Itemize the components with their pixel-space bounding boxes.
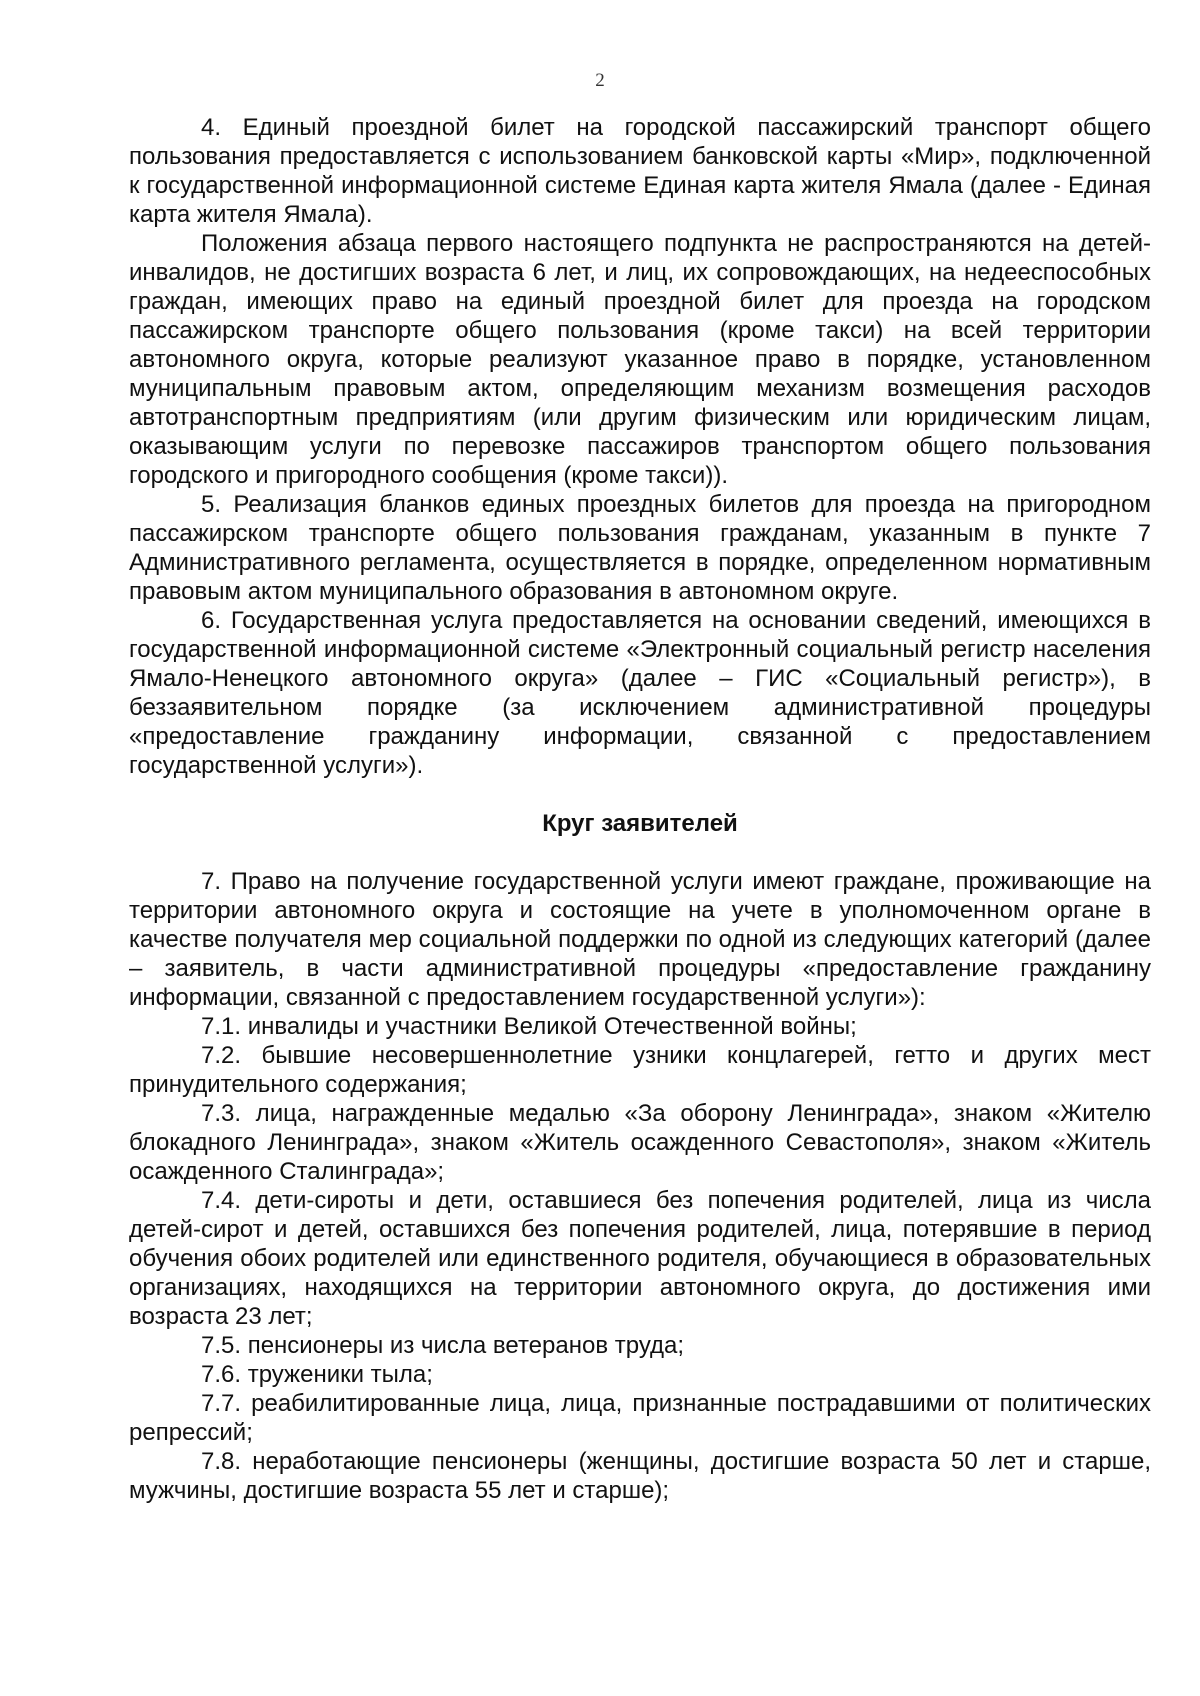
list-item-7-1: 7.1. инвалиды и участники Великой Отечественной войны;	[201, 1013, 857, 1040]
paragraph-4: 4. Единый проездной билет на городской пассажирский транспорт общего пользования предоставляется с использованием банковской карты «Мир», подключенной к государственной информационной системе Единая карта жителя Ямала (далее - Единая карта жителя Ямала).	[129, 114, 1151, 228]
list-item-7-2: 7.2. бывшие несовершеннолетние узники концлагерей, гетто и других мест принудительного содержания;	[129, 1042, 1151, 1098]
paragraph-7: 7. Право на получение государственной услуги имеют граждане, проживающие на территории автономного округа и состоящие на учете в уполномоченном органе в качестве получателя мер социальной поддержки по одной из следующих категорий (далее – заявитель, в части административной процедуры «предоставление гражданину информации, связанной с предоставлением государственной услуги»):	[129, 868, 1151, 1011]
paragraph-6: 6. Государственная услуга предоставляется на основании сведений, имеющихся в государственной информационной системе «Электронный социальный регистр населения Ямало-Ненецкого автономного округа» (далее – ГИС «Социальный регистр»), в беззаявительном порядке (за исключением административной процедуры «предоставление гражданину информации, связанной с предоставлением государственной услуги»).	[129, 607, 1151, 779]
paragraph-5: 5. Реализация бланков единых проездных билетов для проезда на пригородном пассажирском транспорте общего пользования гражданам, указанным в пункте 7 Административного регламента, осуществляется в порядке, определенном нормативным правовым актом муниципального образования в автономном округе.	[129, 491, 1151, 605]
list-item-7-8: 7.8. неработающие пенсионеры (женщины, достигшие возраста 50 лет и старше, мужчины, достигшие возраста 55 лет и старше);	[129, 1448, 1151, 1504]
page-number: 2	[595, 70, 605, 91]
paragraph-4-exceptions: Положения абзаца первого настоящего подпункта не распространяются на детей-инвалидов, не достигших возраста 6 лет, и лиц, их сопровождающих, на недееспособных граждан, имеющих право на единый проездной билет для проезда на городском пассажирском транспорте общего пользования (кроме такси) на всей территории автономного округа, которые реализуют указанное право в порядке, установленном муниципальным правовым актом, определяющим механизм возмещения расходов автотранспортным предприятиям (или другим физическим или юридическим лицам, оказывающим услуги по перевозке пассажиров транспортом общего пользования городского и пригородного сообщения (кроме такси)).	[129, 230, 1151, 489]
list-item-7-6: 7.6. труженики тыла;	[201, 1361, 433, 1388]
list-item-7-5: 7.5. пенсионеры из числа ветеранов труда;	[201, 1332, 685, 1359]
document-body	[129, 113, 1151, 1505]
list-item-7-3: 7.3. лица, награжденные медалью «За оборону Ленинграда», знаком «Жителю блокадного Ленинграда», знаком «Житель осажденного Севастополя», знаком «Житель осажденного Сталинграда»;	[129, 1100, 1151, 1185]
list-item-7-4: 7.4. дети-сироты и дети, оставшиеся без попечения родителей, лица из числа детей-сирот и детей, оставшихся без попечения родителей, лица, потерявшие в период обучения обоих родителей или единственного родителя, обучающиеся в образовательных организациях, находящихся на территории автономного округа, до достижения ими возраста 23 лет;	[129, 1187, 1151, 1330]
section-heading-applicants: Круг заявителей	[542, 810, 738, 837]
list-item-7-7: 7.7. реабилитированные лица, лица, признанные пострадавшими от политических репрессий;	[129, 1390, 1151, 1446]
